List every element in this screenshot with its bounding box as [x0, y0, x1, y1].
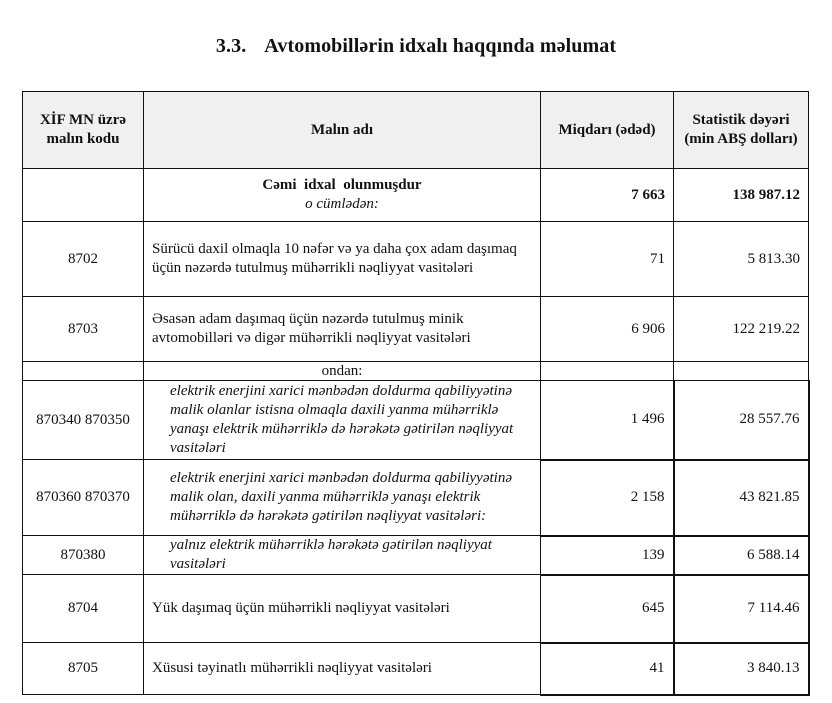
row-quantity: 645 — [541, 575, 674, 643]
row-quantity: 71 — [541, 222, 674, 297]
ondan-row — [23, 362, 809, 381]
row-code: 870360 870370 — [23, 460, 144, 536]
table-row — [23, 460, 809, 536]
row-name: elektrik enerjini xarici mənbədən doldurma qabiliyyətinə malik olanlar istisna olmaqla daxili yanma mühərriklə yanaşı elektrik mühərriklə də hərəkətə gətirilən nəqliyyat vasitələri — [144, 381, 541, 460]
row-value: 6 588.14 — [674, 536, 809, 575]
header-value: Statistik dəyəri (min ABŞ dolları) — [674, 92, 809, 169]
table-row — [23, 536, 809, 575]
row-value: 7 114.46 — [674, 575, 809, 643]
section-number: 3.3. — [215, 35, 247, 57]
header-code: XİF MN üzrə malın kodu — [23, 92, 144, 169]
row-value: 122 219.22 — [674, 297, 809, 362]
row-code: 870380 — [23, 536, 144, 575]
row-value: 5 813.30 — [674, 222, 809, 297]
total-row — [23, 169, 809, 222]
row-name: Əsasən adam daşımaq üçün nəzərdə tutulmuş minik avtomobilləri və digər mühərrikli nəqliyyat vasitələri — [144, 297, 541, 362]
total-quantity: 7 663 — [541, 169, 674, 222]
ondan-quantity — [541, 362, 674, 381]
row-name: yalnız elektrik mühərriklə hərəkətə gətirilən nəqliyyat vasitələri — [144, 536, 541, 575]
table-row — [23, 575, 809, 643]
row-code: 8705 — [23, 643, 144, 695]
table-row — [23, 297, 809, 362]
row-value: 43 821.85 — [674, 460, 809, 536]
total-name — [144, 169, 541, 222]
row-quantity: 2 158 — [541, 460, 674, 536]
table-row — [23, 381, 809, 460]
ondan-label: ondan: — [144, 362, 541, 381]
ondan-code — [23, 362, 144, 381]
row-quantity: 41 — [541, 643, 674, 695]
row-name: elektrik enerjini xarici mənbədən doldurma qabiliyyətinə malik olan, daxili yanma mühərriklə yanaşı elektrik mühərriklə də hərəkətə gətirilən nəqliyyat vasitələri: — [144, 460, 541, 536]
row-code: 8703 — [23, 297, 144, 362]
total-code — [23, 169, 144, 222]
row-name: Yük daşımaq üçün mühərrikli nəqliyyat vasitələri — [144, 575, 541, 643]
row-name: Sürücü daxil olmaqla 10 nəfər və ya daha çox adam daşımaq üçün nəzərdə tutulmuş mühərrikli nəqliyyat vasitələri — [144, 222, 541, 297]
table-row — [23, 643, 809, 695]
page-title — [0, 35, 832, 58]
row-quantity: 1 496 — [541, 381, 674, 460]
header-quantity: Miqdarı (ədəd) — [541, 92, 674, 169]
row-value: 3 840.13 — [674, 643, 809, 695]
table-header-row — [23, 92, 809, 169]
total-value: 138 987.12 — [674, 169, 809, 222]
row-code: 8702 — [23, 222, 144, 297]
row-quantity: 139 — [541, 536, 674, 575]
row-name: Xüsusi təyinatlı mühərrikli nəqliyyat vasitələri — [144, 643, 541, 695]
total-label: Cəmi idxal olunmuşdur — [262, 177, 422, 193]
section-title: Avtomobillərin idxalı haqqında məlumat — [264, 35, 617, 57]
table-row — [23, 222, 809, 297]
row-quantity: 6 906 — [541, 297, 674, 362]
imports-table — [22, 91, 810, 696]
row-code: 870340 870350 — [23, 381, 144, 460]
ondan-value — [674, 362, 809, 381]
row-code: 8704 — [23, 575, 144, 643]
total-sublabel: o cümlədən: — [305, 196, 379, 212]
header-name: Malın adı — [144, 92, 541, 169]
row-value: 28 557.76 — [674, 381, 809, 460]
